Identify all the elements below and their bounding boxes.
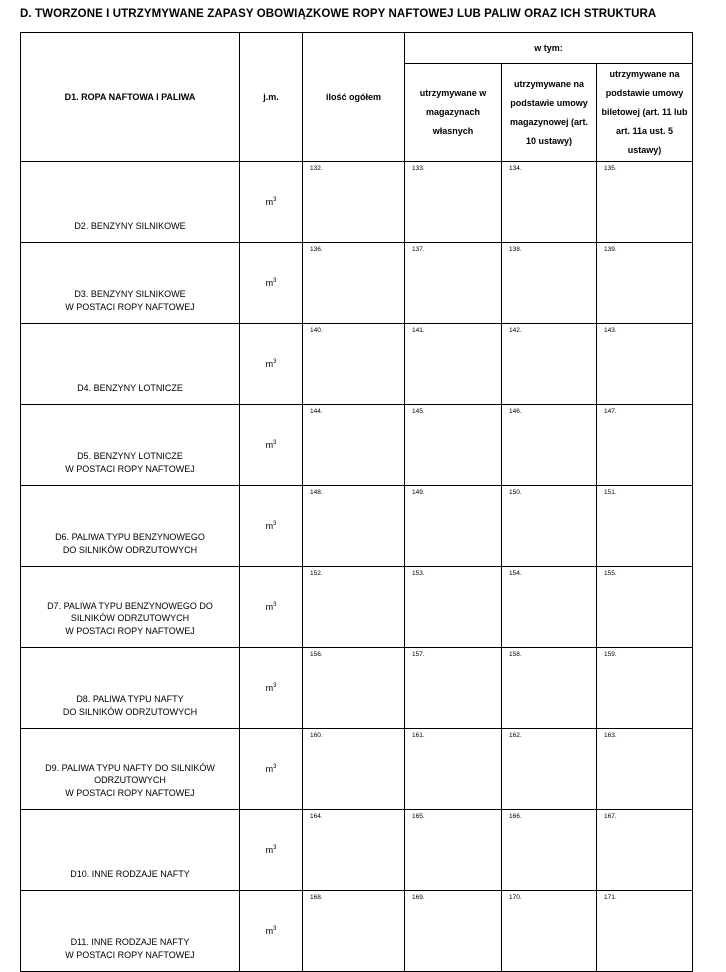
input-cell[interactable] xyxy=(405,162,502,243)
input-cell[interactable] xyxy=(405,891,502,972)
cell-number: 160. xyxy=(310,732,323,739)
table-row xyxy=(21,891,693,972)
row-label-line: W POSTACI ROPY NAFTOWEJ xyxy=(65,949,195,960)
cell-number: 141. xyxy=(412,327,425,334)
cell-number: 136. xyxy=(310,246,323,253)
table-row xyxy=(21,405,693,486)
input-cell[interactable] xyxy=(303,648,405,729)
cell-number: 149. xyxy=(412,489,425,496)
unit-base: m xyxy=(265,764,274,774)
row-label-line: D2. BENZYNY SILNIKOWE xyxy=(74,220,186,231)
row-unit xyxy=(240,567,303,648)
row-label-line: DO SILNIKÓW ODRZUTOWYCH xyxy=(62,706,198,717)
input-cell[interactable] xyxy=(303,324,405,405)
input-cell[interactable] xyxy=(303,891,405,972)
cell-number: 143. xyxy=(604,327,617,334)
cell-number: 161. xyxy=(412,732,425,739)
row-unit xyxy=(240,486,303,567)
input-cell[interactable] xyxy=(502,162,597,243)
row-label-line: D7. PALIWA TYPU BENZYNOWEGO DO xyxy=(47,600,213,611)
row-unit xyxy=(240,648,303,729)
input-cell[interactable] xyxy=(405,810,502,891)
input-cell[interactable] xyxy=(597,486,693,567)
input-cell[interactable] xyxy=(502,810,597,891)
cell-number: 155. xyxy=(604,570,617,577)
table-row xyxy=(21,324,693,405)
table-row xyxy=(21,243,693,324)
cell-number: 167. xyxy=(604,813,617,820)
row-label-line: W POSTACI ROPY NAFTOWEJ xyxy=(65,463,195,474)
row-unit xyxy=(240,243,303,324)
input-cell[interactable] xyxy=(303,810,405,891)
cell-number: 142. xyxy=(509,327,522,334)
row-label-line: D4. BENZYNY LOTNICZE xyxy=(77,382,183,393)
input-cell[interactable] xyxy=(405,486,502,567)
unit-base: m xyxy=(265,197,274,207)
cell-number: 153. xyxy=(412,570,425,577)
unit-base: m xyxy=(265,683,274,693)
row-label-line: D11. INNE RODZAJE NAFTY xyxy=(70,937,190,947)
header-ticket-contract: utrzymywane na podstawie umowy biletowej (art. 11 lub art. 11a ust. 5 ustawy) xyxy=(597,64,693,162)
cell-number: 157. xyxy=(412,651,425,658)
unit-exponent: 3 xyxy=(273,521,277,527)
unit-base: m xyxy=(265,845,274,855)
input-cell[interactable] xyxy=(502,486,597,567)
row-label-line: SILNIKÓW ODRZUTOWYCH xyxy=(70,613,190,623)
table-row xyxy=(21,810,693,891)
cell-number: 152. xyxy=(310,570,323,577)
input-cell[interactable] xyxy=(405,729,502,810)
input-cell[interactable] xyxy=(405,324,502,405)
reserves-table xyxy=(20,32,693,972)
unit-base: m xyxy=(265,278,274,288)
cell-number: 168. xyxy=(310,894,323,901)
header-group: w tym: xyxy=(405,33,693,64)
cell-number: 140. xyxy=(310,327,323,334)
cell-number: 166. xyxy=(509,813,522,820)
table-row xyxy=(21,648,693,729)
input-cell[interactable] xyxy=(303,243,405,324)
cell-number: 158. xyxy=(509,651,522,658)
unit-base: m xyxy=(265,926,274,936)
header-storage-contract: utrzymywane na podstawie umowy magazynowej (art. 10 ustawy) xyxy=(502,64,597,162)
input-cell[interactable] xyxy=(303,567,405,648)
cell-number: 144. xyxy=(310,408,323,415)
row-unit xyxy=(240,891,303,972)
cell-number: 145. xyxy=(412,408,425,415)
unit-base: m xyxy=(265,440,274,450)
row-label-line: D10. INNE RODZAJE NAFTY xyxy=(70,868,190,879)
cell-number: 137. xyxy=(412,246,425,253)
input-cell[interactable] xyxy=(303,162,405,243)
unit-base: m xyxy=(265,359,274,369)
row-unit xyxy=(240,810,303,891)
header-own-storage: utrzymywane w magazynach własnych xyxy=(405,64,502,162)
row-label xyxy=(21,405,240,486)
cell-number: 147. xyxy=(604,408,617,415)
cell-number: 150. xyxy=(509,489,522,496)
header-product: D1. ROPA NAFTOWA I PALIWA xyxy=(21,33,240,162)
cell-number: 154. xyxy=(509,570,522,577)
input-cell[interactable] xyxy=(597,810,693,891)
row-label xyxy=(21,324,240,405)
cell-number: 163. xyxy=(604,732,617,739)
row-label xyxy=(21,162,240,243)
unit-exponent: 3 xyxy=(273,926,277,932)
row-label-line: ODRZUTOWYCH xyxy=(94,775,166,785)
unit-exponent: 3 xyxy=(273,278,277,284)
table-row xyxy=(21,162,693,243)
table-row xyxy=(21,567,693,648)
row-label xyxy=(21,891,240,972)
input-cell[interactable] xyxy=(597,405,693,486)
input-cell[interactable] xyxy=(597,324,693,405)
row-label-line: W POSTACI ROPY NAFTOWEJ xyxy=(65,301,195,312)
unit-base: m xyxy=(265,521,274,531)
row-label-line: D8. PALIWA TYPU NAFTY xyxy=(76,694,184,704)
row-label xyxy=(21,486,240,567)
cell-number: 165. xyxy=(412,813,425,820)
unit-exponent: 3 xyxy=(273,359,277,365)
cell-number: 169. xyxy=(412,894,425,901)
input-cell[interactable] xyxy=(597,243,693,324)
row-unit xyxy=(240,162,303,243)
cell-number: 151. xyxy=(604,489,617,496)
unit-exponent: 3 xyxy=(273,683,277,689)
header-total: ilość ogółem xyxy=(303,33,405,162)
cell-number: 146. xyxy=(509,408,522,415)
cell-number: 139. xyxy=(604,246,617,253)
cell-number: 138. xyxy=(509,246,522,253)
row-unit xyxy=(240,324,303,405)
input-cell[interactable] xyxy=(502,567,597,648)
input-cell[interactable] xyxy=(597,729,693,810)
input-cell[interactable] xyxy=(303,486,405,567)
unit-base: m xyxy=(265,602,274,612)
cell-number: 156. xyxy=(310,651,323,658)
input-cell[interactable] xyxy=(405,243,502,324)
header-unit: j.m. xyxy=(240,33,303,162)
unit-exponent: 3 xyxy=(273,602,277,608)
row-label xyxy=(21,810,240,891)
row-label xyxy=(21,567,240,648)
input-cell[interactable] xyxy=(405,567,502,648)
input-cell[interactable] xyxy=(405,648,502,729)
cell-number: 134. xyxy=(509,165,522,172)
table-body xyxy=(21,162,693,972)
row-unit xyxy=(240,405,303,486)
cell-number: 132. xyxy=(310,165,323,172)
section-title: D. TWORZONE I UTRZYMYWANE ZAPASY OBOWIĄZKOWE ROPY NAFTOWEJ LUB PALIW ORAZ ICH STRUKTURA xyxy=(20,8,657,20)
row-label xyxy=(21,648,240,729)
cell-number: 159. xyxy=(604,651,617,658)
input-cell[interactable] xyxy=(502,324,597,405)
input-cell[interactable] xyxy=(502,729,597,810)
input-cell[interactable] xyxy=(303,729,405,810)
row-label-line: D9. PALIWA TYPU NAFTY DO SILNIKÓW xyxy=(45,762,215,773)
cell-number: 133. xyxy=(412,165,425,172)
unit-exponent: 3 xyxy=(273,197,277,203)
row-label-line: D6. PALIWA TYPU BENZYNOWEGO xyxy=(55,532,205,542)
input-cell[interactable] xyxy=(502,648,597,729)
cell-number: 135. xyxy=(604,165,617,172)
input-cell[interactable] xyxy=(597,567,693,648)
row-label-line: W POSTACI ROPY NAFTOWEJ xyxy=(65,787,195,798)
input-cell[interactable] xyxy=(502,243,597,324)
table-row xyxy=(21,486,693,567)
input-cell[interactable] xyxy=(303,405,405,486)
unit-exponent: 3 xyxy=(273,440,277,446)
unit-exponent: 3 xyxy=(273,764,277,770)
table-row xyxy=(21,729,693,810)
input-cell[interactable] xyxy=(597,648,693,729)
cell-number: 170. xyxy=(509,894,522,901)
cell-number: 148. xyxy=(310,489,323,496)
input-cell[interactable] xyxy=(597,891,693,972)
row-unit xyxy=(240,729,303,810)
cell-number: 164. xyxy=(310,813,323,820)
cell-number: 171. xyxy=(604,894,617,901)
input-cell[interactable] xyxy=(597,162,693,243)
row-label-line: DO SILNIKÓW ODRZUTOWYCH xyxy=(62,544,198,555)
row-label xyxy=(21,243,240,324)
unit-exponent: 3 xyxy=(273,845,277,851)
input-cell[interactable] xyxy=(502,405,597,486)
input-cell[interactable] xyxy=(502,891,597,972)
cell-number: 162. xyxy=(509,732,522,739)
row-label-line: D5. BENZYNY LOTNICZE xyxy=(77,451,183,461)
row-label xyxy=(21,729,240,810)
row-label-line: D3. BENZYNY SILNIKOWE xyxy=(74,289,186,299)
row-label-line: W POSTACI ROPY NAFTOWEJ xyxy=(65,625,195,636)
input-cell[interactable] xyxy=(405,405,502,486)
